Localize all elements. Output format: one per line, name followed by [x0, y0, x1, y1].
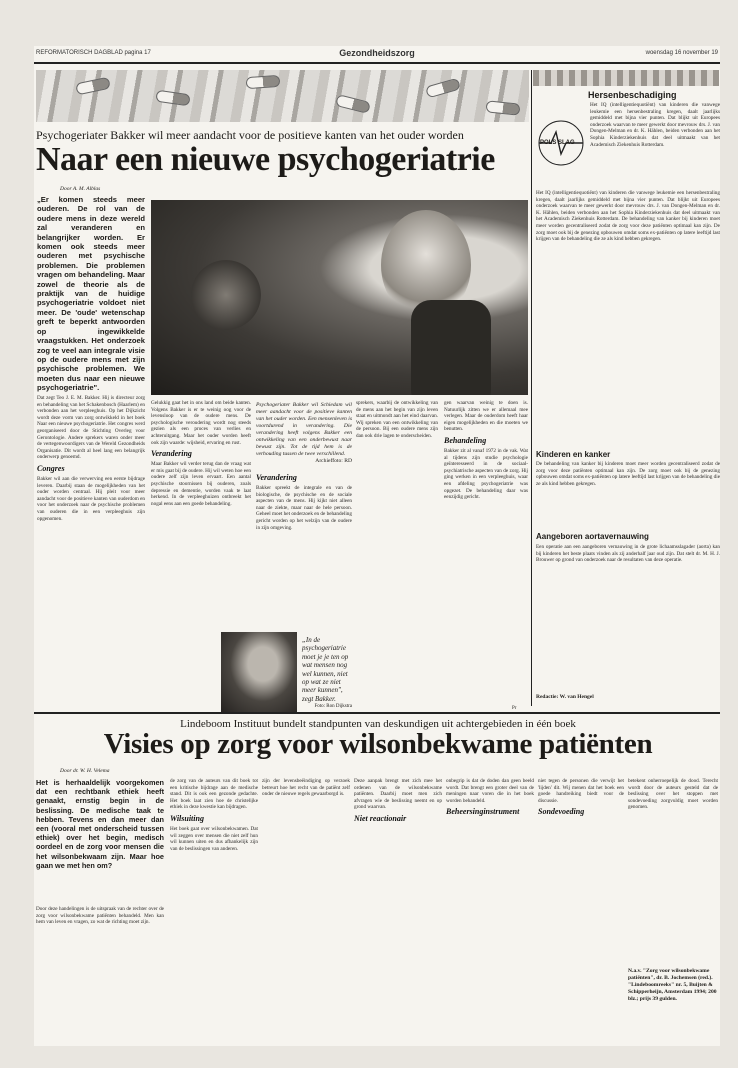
- article2-column-6: niet tegen de personen die verwijt het 'lijden' dit. Wij menen dat het boek een goede handreiking biedt voor de discussie. Sondevoeding: [538, 778, 624, 817]
- article2-intro: Het is herhaaldelijk voorgekomen dat een rechtbank ethiek heeft genaakt, ernstig begin in de beslissing. De medische taak te hebben. Tevens en dan meer dan een (vooral met onderscheid tussen ethiek) over het begin, medisch oordeel en de zorg voor mensen die het wilsonbekwaam zijn. Maar hoe gaan we met hen om?: [36, 778, 164, 870]
- article-kicker: Psychogeriater Bakker wil meer aandacht voor de positieve kanten van het ouder worden: [36, 128, 464, 142]
- article-column-2: Gelukkig gaat het in ons land om beide kanten. Volgens Bakker is er te weinig oog voor de levensloop van de oudere mens. De psychologische veroudering wordt nog steeds gezien als een proces van verlies en achteruitgang. Maar het ouder worden heeft ook zijn waarde: wijsheid, ervaring en rust. Verandering Maar Bakker wil verder terug dan de vraag wat er mis gaat bij de oudere. Hij wil weten hoe een oudere zelf zijn leven ervaart. Een aantal psychische stoornissen bij ouderen, zoals depressie en dementie, worden vaak te laat herkend. In de verpleeghuizen ontbreekt het nogal eens aan een goede behandeling.: [151, 400, 251, 507]
- article-column-4: sprekers, waarbij de ontwikkeling van de mens aan het begin van zijn leven staat en uitmondt aan het eind daarvan. Wij spreken van een ontwikkeling van de persoon. Bij een oudere mens zijn dan ook drie lagen te onderscheiden.: [356, 400, 438, 439]
- sidebar-section-1: De behandeling van kanker bij kinderen moet meer worden gecentraliseerd zodat de zorg voor deze patiënten optimaal kan zijn. De zorg moet ook bij de genezing opbouwen omdat soms ex-patiënten op latere leeftijd last krijgen van de behandeling die ze als kind hebben gekregen.: [536, 461, 720, 487]
- portrait-photo: [151, 200, 528, 395]
- article-byline: Door A. M. Alblas: [60, 186, 101, 192]
- book-reference: N.a.v. "Zorg voor wilsonbekwame patiënten", dr. B. Jochemsen (red.). "Lindeboomreeks" nr. 5, Buijten & Schipperheijn, Amsterdam 1994; 200 blz.; prijs 39 gulden.: [628, 968, 717, 1002]
- page-code: Pr: [512, 706, 517, 711]
- article2-headline: Visies op zorg voor wilsonbekwame patiënten: [103, 728, 653, 760]
- sidebar-section-2: Een operatie aan een aangeboren vernauwing in de grote lichaamsslagader (aorta) kan bij kinderen het beste plaats vinden als zij anderhalf jaar oud zijn. Dat stelt dr. M. H. J. Brouwer op grond van onderzoek naar de resultaten van deze operatie.: [536, 544, 720, 564]
- sidebar-body-intro: Het IQ (intelligentiequotiënt) van kinderen die vanwege leukemie een hersenbestraling kregen, daalt jaarlijks gemiddeld met bijna vier punten. Dat blijkt uit Europees onderzoek waarvan te meer gewerkt door mevrouw drs. J. van Dongen-Melman en dr. K. Hählen, beiden verbonden aan het Sophia Kinderziekenhuis dat deel uitmaakt van het Academisch Ziekenhuis Rotterdam.: [590, 102, 720, 148]
- logo-text: POLS SLAG: [540, 140, 575, 146]
- sidebar-subhead-2: Aangeboren aortavernauwing: [536, 532, 649, 541]
- photo-caption: Psychogeriater Bakker wil Schiedam wil meer aandacht voor de positieve kanten van het ouder worden. Een mensenleven is voortdurend in verandering. Die verandering heeft volgens Bakker een ontwikkeling van een onderbewust naar bewust zijn. Tot de tijd hem is de verhouding tussen de twee verschillend. Archieffoto: RD: [256, 402, 352, 464]
- article2-column-1: Door deze handelingen is de uitspraak van de rechter over de zorg voor wilsonbekwame patiënten behandeld. Men kan hem van leven en vragen, zo wat de richting moet zijn.: [36, 906, 164, 926]
- pull-quote: „In de psychogeriatrie moet je je ten op wat mensen nog wel kunnen, niet op wat ze niet meer kunnen", zegt Bakker. Foto: Ron Dijkstra: [302, 636, 352, 710]
- masthead-rule: [34, 62, 720, 64]
- masthead-publication: REFORMATORISCH DAGBLAD pagina 17: [36, 50, 151, 56]
- sidebar-subhead-1: Kinderen en kanker: [536, 450, 611, 459]
- masthead-section: Gezondheidszorg: [339, 48, 415, 58]
- bakker-photo: [221, 632, 297, 712]
- sidebar-editor: Redactie: W. van Hengel: [536, 694, 594, 700]
- sidebar-body: Het IQ (intelligentiequotiënt) van kinderen die vanwege leukemie een hersenbestraling kregen, daalt jaarlijks gemiddeld met bijna vier punten. Dat blijkt uit Europees onderzoek waarvan te meer gewerkt door mevrouw drs. J. van Dongen-Melman en dr. K. Hählen, beiden verbonden aan het Sophia Kinderziekenhuis dat deel uitmaakt van het Academisch Ziekenhuis Rotterdam. De behandeling van kanker bij kinderen moet meer worden gecentraliseerd zodat de zorg voor deze patiënten optimaal kan zijn. De zorg moet ook bij de genezing opbouwen omdat soms ex-patiënten op latere leeftijd last krijgen van de behandeling die ze als kind hebben gekregen.: [536, 190, 720, 243]
- section-rule: [34, 712, 720, 714]
- pills-banner-image: [36, 70, 529, 122]
- article2-column-3: zijn der levensbeëindiging op verzoek betreurt hoe het recht van de patiënt zelf onder de nieuwe regels gewaarborgd is.: [262, 778, 350, 798]
- article2-column-4: Deze aanpak brengt met zich mee het ordenen van de wilsonbekwame patiënten. Daarbij moet men zich afvragen wie de beslissing neemt en op grond waarvan. Niet reactionair: [354, 778, 442, 823]
- sidebar-header-image: [533, 70, 719, 86]
- masthead-date: woensdag 16 november 19: [645, 50, 718, 56]
- article2-column-2: de zorg van de auteurs van dit boek tot een kritische bijdrage aan de medische stand. Dit is ook een gezonde gedachte. Het boek laat zien hoe de christelijke ethiek in deze kwestie kan bijdragen. Wilsuiting Het boek gaat over wilsonbekwamen. Dat wil zeggen over mensen die niet zelf hun wil kunnen uiten en dus afhankelijk zijn van de beslissingen van anderen.: [170, 778, 258, 852]
- article-column-5: gen waarvan weinig te doen is. Natuurlijk zitten we er allemaal mee verlegen. Maar de ouderdom heeft haar eigen mogelijkheden en die moeten we benutten. Behandeling Bakker zit al vanaf 1972 in de vak. Wat al tijdens zijn studie psychologie geïnteresseerd in de sociaal-psychiatrische aspecten van de zorg. Hij ging werken in een verpleeghuis, waar een afdeling psychogeriatrie was opgezet. De behandeling daar was eenzijdig gericht.: [444, 400, 528, 501]
- article2-column-7: betekent onherroepelijk de dood. Terecht wordt door de auteurs gesteld dat de beslissing over het stoppen met sondevoeding zorgvuldig moet worden genomen.: [628, 778, 718, 811]
- article2-kicker: Lindeboom Instituut bundelt standpunten van deskundigen uit achtergebieden in één boek: [180, 718, 576, 730]
- masthead: [34, 47, 720, 61]
- sidebar-title: Hersenbeschadiging: [588, 90, 677, 100]
- article2-column-5: onbegrip is dat de doden dan geen beeld wordt. Dat brengt een groter deel van de meningen naar voren die in het boek worden behandeld. Beheersinginstrument: [446, 778, 534, 817]
- article-intro: „Er komen steeds meer ouderen. De rol van de oudere mens in deze wereld zal veranderen en belangrijker worden. Er komen ook steeds meer ouderen met psychische problemen. Die problemen vragen om behandeling. Maar zowel de theorie als de praktijk van de huidige psychogeriatrie voldoet niet meer. De 'oude' wetenschap greft te beperkt antwoorden op ingewikkelde vraagstukken. Het onderzoek zog te veel aan integrale visie op de oudere mens met zijn psychische problemen. We moeten dus naar een nieuwe psychogeriatrie".: [37, 195, 145, 393]
- article-column-3: Verandering Bakker spreekt de integrale en van de biologische, de psychische en de sociale aspecten van de mens. Hij kijkt niet alleen naar de ziekte, maar naar de hele persoon. Geheel moet het onderzoek en de behandeling gericht worden op het welzijn van de oudere in zijn omgeving.: [256, 473, 352, 531]
- article-column-1: Dat zegt Teo J. E. M. Bakker. Hij is directeur zorg en behandeling van het Schakenbosch (Haarlem) en verbonden aan het verpleeghuis. Op het Dijkzicht wordt deze vorm van zorg ontwikkeld in het boek Naar een nieuwe psychogeriatrie. Het congres werd georganiseerd door de Stichting Overleg voor Gerontologie. Andere sprekers waren onder meer de vertegenwoordigers van de Wereld Gezondheids Organisatie. Dit wordt al heel lang een belangrijk onderwerp genoemd. Congres Bakker wil aan die verwerving een eerste bijdrage leveren. Daarbij staan de mogelijkheden van het ouder worden centraal. Hij pleit voor meer aandacht voor de positieve kanten van ouderdom en voor het onderzoek naar de psychische problemen van ouderen die in een verpleeghuis zijn opgenomen.: [37, 395, 145, 522]
- sidebar-divider: [531, 70, 532, 706]
- article2-byline: Door dr. W. H. Velema: [60, 768, 110, 774]
- article-headline: Naar een nieuwe psychogeriatrie: [36, 141, 495, 178]
